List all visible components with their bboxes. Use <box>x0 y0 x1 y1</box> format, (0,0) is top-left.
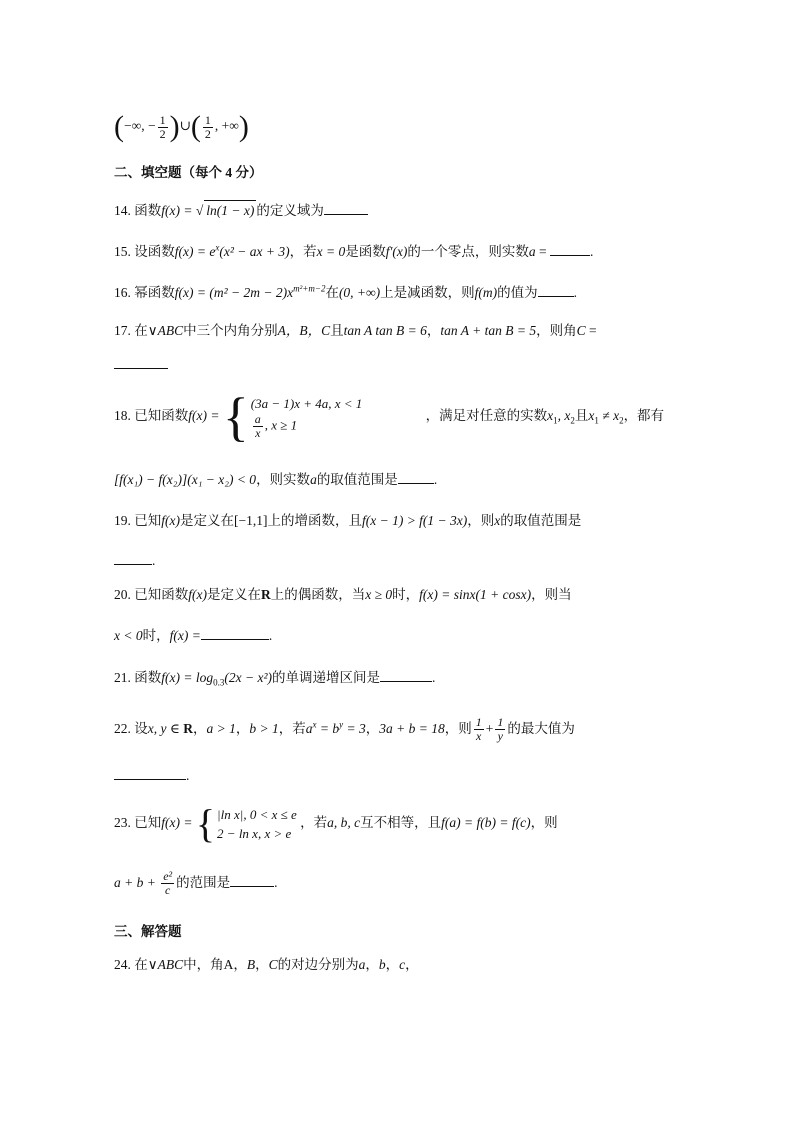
q-text-2: 中，角 <box>183 957 224 972</box>
frac-den: c <box>165 883 171 898</box>
cases <box>251 394 363 440</box>
q-reals: R <box>183 721 193 736</box>
q-interval: (0, +∞) <box>338 285 381 300</box>
q-sep-2: ， <box>255 957 269 972</box>
q-sep-3: ， <box>365 957 379 972</box>
piecewise-function <box>222 386 363 447</box>
piecewise-function <box>195 800 297 846</box>
case-1: (3a − 1)x + 4a, x < 1 <box>250 395 363 411</box>
case-1: |ln x|, 0 < x ≤ e <box>217 806 297 822</box>
q-formula: f(x) = e <box>174 244 216 259</box>
q-by-sup: y <box>339 719 344 730</box>
frac-den-2: 2 <box>204 126 211 141</box>
q-end: . <box>433 472 438 487</box>
q-text-2: 的定义域为 <box>256 203 324 218</box>
q-text: 函数 <box>134 670 162 685</box>
section-3-heading: 三、解答题 <box>114 924 182 939</box>
q-text: 时， <box>142 628 170 643</box>
frac-num: a <box>254 411 261 426</box>
q-sep-4: ， <box>385 957 400 972</box>
left-brace: { <box>195 800 216 846</box>
q-text-4: 时， <box>392 587 420 602</box>
q-text-4: 的一个零点，则实数 <box>407 244 529 259</box>
fraction-half-2 <box>203 114 213 141</box>
fraction-e2-over-c <box>161 870 174 897</box>
question-19 <box>114 511 581 531</box>
right-paren-2: ) <box>238 110 249 143</box>
q-eq: f(x) = sinx(1 + cosx) <box>419 587 532 602</box>
q-text-3: 的对边分别为 <box>277 957 359 972</box>
q-cond: x ≥ 0 <box>365 587 393 602</box>
previous-answer <box>114 112 249 142</box>
q-side-a: a <box>358 957 366 972</box>
question-18-cont <box>114 470 437 490</box>
frac-num: 1 <box>159 112 166 127</box>
q-angle-c: C <box>576 323 586 338</box>
q-text-4: 的值为 <box>497 285 538 300</box>
q-sep: ， <box>426 323 441 338</box>
q-eq: f(a) = f(b) = f(c) <box>441 815 531 830</box>
q-sep-5: ， <box>405 957 419 972</box>
q-neq-sub-2: 2 <box>619 415 624 426</box>
question-18 <box>114 386 665 447</box>
q-radicand: ln(1 − x) <box>204 200 256 221</box>
q-inequality: f(x − 1) > f(1 − 3x) <box>361 513 468 528</box>
q-vars: a, b, c <box>327 815 361 830</box>
q-text-2: 是定义在 <box>206 587 261 602</box>
interval-end: , +∞ <box>214 118 239 134</box>
frac-den: x <box>476 729 482 744</box>
q-eq-1: = b <box>316 721 340 736</box>
q-text-5: ，则当 <box>531 587 572 602</box>
q-ax: a <box>305 721 313 736</box>
q-triangle: ABC <box>157 957 184 972</box>
q-text-5: 的取值范围是 <box>500 513 582 528</box>
q-text: 已知函数 <box>134 408 189 423</box>
q-eq-3: 3a + b = 18 <box>379 721 445 736</box>
q-end: . <box>573 285 578 300</box>
q-eq-2: tan A + tan B = 5 <box>440 323 537 338</box>
q-text-3: 互不相等，且 <box>360 815 442 830</box>
q-var: x <box>494 513 501 528</box>
q-cond: x < 0 <box>114 628 143 643</box>
q-inequality: [f(x₁) − f(x₂)](x₁ − x₂) < 0 <box>114 472 257 487</box>
question-23-cont <box>114 866 278 900</box>
q-formula-2: (2x − x²) <box>224 670 272 685</box>
q-text-2: 的取值范围是 <box>316 472 398 487</box>
interval-start: −∞, − <box>124 118 156 134</box>
q-side-b: b <box>378 957 386 972</box>
question-20-cont <box>114 626 272 646</box>
q-text: 设 <box>134 721 148 736</box>
q-angle-c: C <box>268 957 278 972</box>
q-angle-b: B <box>246 957 256 972</box>
question-22 <box>114 712 575 746</box>
question-19-answer-line <box>114 551 155 571</box>
q-neq-x1: x <box>588 408 595 423</box>
fraction-half <box>158 114 168 141</box>
answer-blank[interactable] <box>538 283 574 297</box>
question-23 <box>114 800 558 846</box>
question-17 <box>114 321 597 341</box>
q-eq: = <box>585 323 597 338</box>
q-text-2: ，若 <box>300 815 328 830</box>
q-text-2: 的最大值为 <box>507 721 575 736</box>
q-text: 已知 <box>134 513 162 528</box>
q-number: 18. <box>114 408 131 423</box>
q-text: 已知函数 <box>134 587 189 602</box>
q-number: 20. <box>114 587 131 602</box>
fraction-1-over-x <box>474 716 484 743</box>
q-and: 且 <box>574 408 589 423</box>
q-text-3: ，都有 <box>623 408 665 423</box>
q-number: 19. <box>114 513 131 528</box>
fraction-1-over-y <box>495 716 505 743</box>
q-formula: f(x) = <box>161 203 196 218</box>
q-interval: [−1,1] <box>233 513 268 528</box>
left-paren-2: ( <box>190 110 201 143</box>
frac-num: e² <box>163 869 173 884</box>
answer-blank[interactable] <box>324 201 368 215</box>
q-formula: f(x) = <box>188 408 220 423</box>
q-text: 在∨ <box>134 957 158 972</box>
q-eq-1: tan A tan B = 6 <box>343 323 427 338</box>
q-var-x2: , x <box>557 408 571 423</box>
case-2-rest: , x ≥ 1 <box>264 417 298 433</box>
q-reals: R <box>260 587 271 602</box>
q-text: 的范围是 <box>176 875 231 890</box>
question-21 <box>114 668 435 688</box>
q-end: . <box>274 875 278 890</box>
q-number: 22. <box>114 721 131 736</box>
q-text-2: 的单调递增区间是 <box>272 670 380 685</box>
q-sep-3: ，若 <box>278 721 306 736</box>
left-paren: ( <box>114 110 124 143</box>
question-24 <box>114 955 419 975</box>
q-sep-4: ， <box>365 721 380 736</box>
q-vars: x, y ∈ <box>147 721 184 736</box>
q-fx: f(x) <box>188 587 207 602</box>
q-side-c: c <box>399 957 406 972</box>
q-eq: = <box>535 244 551 259</box>
question-14: 14. 函数f(x) = √ ln(1 − x) 的定义域为 <box>114 200 368 221</box>
q-sep-1: ， <box>233 957 247 972</box>
answer-blank[interactable] <box>114 551 152 565</box>
frac-num-2: 1 <box>204 112 211 127</box>
answer-blank[interactable] <box>398 470 434 484</box>
q-var: a <box>528 244 536 259</box>
frac-num: 1 <box>497 715 504 730</box>
q-neq: ≠ x <box>598 408 620 423</box>
left-brace: { <box>222 386 249 447</box>
q-fm: f(m) <box>474 285 498 300</box>
q-formula-2: (x² − ax + 3) <box>219 244 290 259</box>
q-end: . <box>590 244 594 259</box>
q-text: 函数 <box>134 203 162 218</box>
q-text: 在∨ <box>134 323 158 338</box>
q-text-3: 上的偶函数，当 <box>270 587 366 602</box>
q-text-3: 上的增函数，且 <box>267 513 362 528</box>
q-number: 21. <box>114 670 131 685</box>
q-formula: f(x) = log <box>161 670 214 685</box>
q-sep-5: ，则 <box>444 721 472 736</box>
q-cond: x = 0 <box>316 244 346 259</box>
q-end: . <box>186 768 190 783</box>
q-sep-1: ， <box>192 721 207 736</box>
answer-blank[interactable] <box>114 355 168 369</box>
q-end: . <box>268 628 273 643</box>
q-eq-2: = 3 <box>343 721 366 736</box>
q-expr: a + b + <box>114 875 160 890</box>
q-number: 15. <box>114 244 131 259</box>
q-text-3: 上是减函数，则 <box>380 285 475 300</box>
q-text-2: 是定义在 <box>179 513 234 528</box>
q-text-2: 在 <box>325 285 339 300</box>
q-sub-1: 1 <box>553 415 558 426</box>
answer-blank[interactable] <box>550 242 590 256</box>
q-fx: f(x) = <box>169 628 201 643</box>
q-triangle: ABC <box>157 323 184 338</box>
q-text-4: ，则 <box>467 513 495 528</box>
q-text-3: 是函数 <box>345 244 386 259</box>
answer-blank[interactable] <box>201 626 269 640</box>
q-cond-b: b > 1 <box>249 721 279 736</box>
q-angle-a: A <box>223 957 234 972</box>
q-text: 幂函数 <box>134 285 175 300</box>
right-paren: ) <box>169 110 180 143</box>
q-number: 23. <box>114 815 131 830</box>
answer-blank[interactable] <box>114 766 186 780</box>
q-end: . <box>432 670 436 685</box>
q-sup: m²+m−2 <box>293 283 326 294</box>
q-sep-2: ， <box>235 721 250 736</box>
cases <box>217 805 297 843</box>
question-22-answer-line <box>114 766 189 786</box>
q-log-base: 0.3 <box>213 677 225 688</box>
q-ax-sup: x <box>312 719 317 730</box>
question-20 <box>114 585 572 605</box>
q-var-x1: x <box>547 408 554 423</box>
q-neq-sub-1: 1 <box>594 415 599 426</box>
answer-blank[interactable] <box>230 873 274 887</box>
q-formula: f(x) = <box>161 815 193 830</box>
union-symbol: ∪ <box>179 118 191 134</box>
frac-den: 2 <box>159 126 166 141</box>
q-cond-a: a > 1 <box>206 721 236 736</box>
question-16 <box>114 283 577 303</box>
q-number: 17. <box>114 323 131 338</box>
q-text-3: 且 <box>330 323 344 338</box>
frac-den: y <box>497 729 503 744</box>
q-sup: x <box>215 242 220 253</box>
case-2 <box>251 413 363 440</box>
case-2: 2 − ln x, x > e <box>217 825 292 841</box>
q-text: 已知 <box>134 815 162 830</box>
q-var: a <box>310 472 317 487</box>
q-deriv: f′(x) <box>385 244 408 259</box>
q-sub-2: 2 <box>570 415 575 426</box>
q-formula: f(x) = (m² − 2m − 2)x <box>174 285 294 300</box>
q-text: ，则实数 <box>256 472 311 487</box>
q-number: 14. <box>114 203 131 218</box>
q-end: . <box>152 553 156 568</box>
q-fx: f(x) <box>161 513 180 528</box>
question-15 <box>114 242 593 262</box>
q-text-4: ，则角 <box>536 323 577 338</box>
q-angles: A，B，C <box>277 323 331 338</box>
frac-num: 1 <box>475 715 482 730</box>
section-2-heading: 二、填空题（每个 4 分） <box>114 165 263 180</box>
answer-blank[interactable] <box>380 668 432 682</box>
q-text: 设函数 <box>134 244 175 259</box>
q-plus: + <box>485 721 494 736</box>
q-number: 16. <box>114 285 131 300</box>
q-number: 24. <box>114 957 131 972</box>
q-text-2: ，若 <box>289 244 317 259</box>
q-text-2: ，满足对任意的实数 <box>425 408 548 423</box>
frac-den: x <box>255 425 261 440</box>
q-text-2: 中三个内角分别 <box>183 323 278 338</box>
question-17-answer-line <box>114 355 168 375</box>
q-text-4: ，则 <box>530 815 558 830</box>
case-2-fraction <box>253 413 263 440</box>
